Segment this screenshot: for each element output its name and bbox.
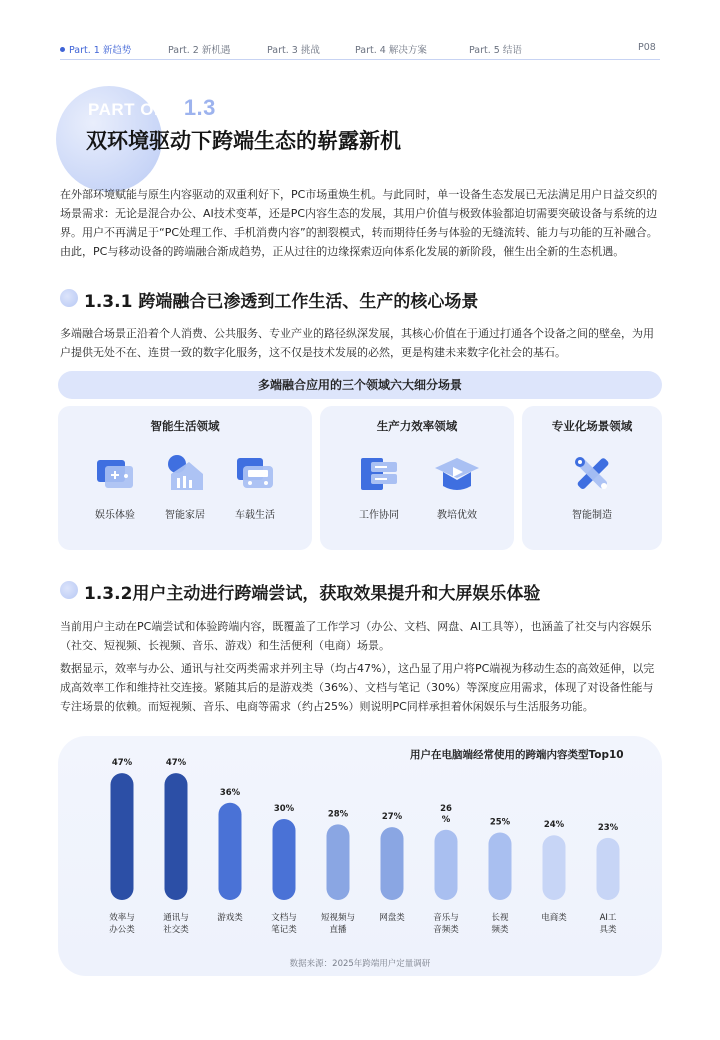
scenario-item (220, 452, 290, 521)
page-title: 双环境驱动下跨端生态的崭露新机 (86, 129, 401, 153)
category-label: AI工 (599, 913, 617, 923)
scenario-label: 娱乐体验 (95, 510, 135, 521)
data-label: 27% (381, 812, 403, 823)
nav-divider (60, 59, 660, 60)
scenario-card-productivity (320, 406, 514, 550)
nav-item-part5[interactable]: Part. 5 结语 (469, 45, 522, 56)
bar (381, 827, 404, 900)
bar (597, 838, 620, 900)
section2-paragraph-1: 当前用户主动在PC端尝试和体验跨端内容，既覆盖了工作学习（办公、文档、网盘、AI工具等），也涵盖了社交与内容娱乐（社交、短视频、长视频、音乐、游戏）和生活便利（电商）场景。 (60, 620, 652, 652)
category-label: 笔记类 (271, 925, 297, 935)
part-prefix: PART ONE (88, 100, 179, 119)
bar-chart (58, 736, 662, 956)
wrench-tools-icon (570, 452, 614, 496)
scenario-item (150, 452, 220, 521)
data-label: 25% (489, 817, 511, 828)
scenario-label: 教培优效 (437, 510, 477, 521)
section2-paragraph-2: 数据显示，效率与办公、通讯与社交两类需求并列主导（均占47%），这凸显了用户将PC端视为移动生态的高效延伸，以完成高效率工作和维持社交连接。紧随其后的是游戏类（36%）、文档与笔记（30%）等深度应用需求，体现了对设备性能与专注场景的依赖。而短视频、音乐、电商等需求（约占25%）则说明PC同样承担着休闲娱乐与生活服务功能。 (60, 662, 655, 713)
server-stack-icon (357, 452, 401, 496)
data-label: 23% (597, 822, 619, 833)
bar (543, 835, 566, 900)
scenario-banner: 多端融合应用的三个领域六大细分场景 (58, 371, 662, 399)
chart-source: 数据来源：2025年跨端用户定量调研 (289, 959, 431, 969)
category-label: 短视频与 (320, 913, 356, 923)
car-icon (233, 452, 277, 496)
part-label (88, 95, 216, 121)
bar (489, 833, 512, 901)
part-number: 1.3 (183, 95, 216, 120)
heading-bullet-icon (60, 581, 78, 599)
bar (219, 803, 242, 900)
scenario-item (422, 452, 492, 521)
scenario-label: 工作协同 (359, 510, 399, 521)
data-label: 28% (327, 809, 349, 820)
nav-item-part3[interactable]: Part. 3 挑战 (267, 45, 320, 56)
graduation-cap-icon (433, 452, 481, 496)
data-label: 47% (111, 758, 133, 769)
category-label: 游戏类 (217, 913, 243, 923)
nav-item-part1[interactable]: Part. 1 新趋势 (60, 42, 131, 56)
bar (273, 819, 296, 900)
data-label: 47% (165, 758, 187, 769)
bar (111, 773, 134, 900)
category-label: 具类 (599, 925, 617, 935)
category-label: 办公类 (109, 925, 135, 935)
page-number: P08 (638, 42, 656, 53)
category-label: 直播 (329, 925, 347, 935)
nav-item-part4[interactable]: Part. 4 解决方案 (355, 45, 427, 56)
data-label: 26 (440, 803, 452, 814)
data-label: % (441, 814, 451, 825)
top-nav (60, 40, 660, 58)
scenario-item (557, 452, 627, 521)
category-label: 长视 (491, 913, 509, 923)
category-label: 通讯与 (163, 913, 189, 923)
chart-title: 用户在电脑端经常使用的跨端内容类型Top10 (410, 749, 624, 761)
scenario-item (80, 452, 150, 521)
heading-bullet-icon (60, 289, 78, 307)
section-heading-text: 1.3.1 跨端融合已渗透到工作生活、生产的核心场景 (84, 292, 479, 312)
scenario-label: 智能家居 (165, 510, 205, 521)
section-heading-text: 1.3.2用户主动进行跨端尝试，获取效果提升和大屏娱乐体验 (84, 584, 541, 604)
category-label: 音频类 (433, 925, 459, 935)
category-label: 网盘类 (379, 913, 405, 923)
intro-paragraph: 在外部环境赋能与原生内容驱动的双重利好下，PC市场重焕生机。与此同时，单一设备生态发展已无法满足用户日益交织的场景需求：无论是混合办公、AI技术变革，还是PC内容生态的发展，其用户价值与极致体验都迫切需要突破设备与系统的边界。用户不再满足于“PC处理工作、手机消费内容”的割裂模式，转而期待任务与体验的无缝流转、能力与功能的互补融合。由此，PC与移动设备的跨端融合渐成趋势，正从过往的边缘探索迈向体系化发展的新阶段，催生出全新的生态机遇。 (60, 188, 658, 258)
bar (165, 773, 188, 900)
scenario-card-life (58, 406, 312, 550)
category-label: 频类 (491, 925, 509, 935)
data-label: 30% (273, 804, 295, 814)
category-label: 社交类 (163, 925, 189, 935)
scenario-label: 智能制造 (572, 510, 612, 521)
smart-home-icon (163, 452, 207, 496)
bar (327, 824, 350, 900)
scenario-label: 车载生活 (235, 510, 275, 521)
scenario-item (344, 452, 414, 521)
active-dot-icon (60, 47, 65, 52)
scenario-card-professional (522, 406, 662, 550)
nav-item-part2[interactable]: Part. 2 新机遇 (168, 45, 231, 56)
section1-paragraph: 多端融合场景正沿着个人消费、公共服务、专业产业的路径纵深发展，其核心价值在于通过打通各个设备之间的壁垒，为用户提供无处不在、连贯一致的数字化服务，这不仅是技术发展的必然，更是构建未来数字化社会的基石。 (60, 327, 654, 359)
bar (435, 830, 458, 900)
category-label: 效率与 (109, 913, 135, 923)
card-title: 专业化场景领域 (551, 419, 633, 433)
data-label: 24% (543, 820, 565, 831)
data-label: 36% (219, 787, 241, 798)
category-label: 电商类 (541, 913, 567, 923)
card-title: 生产力效率领域 (376, 419, 458, 433)
game-console-icon (93, 452, 137, 496)
category-label: 音乐与 (433, 913, 459, 923)
category-label: 文档与 (271, 913, 297, 923)
card-title: 智能生活领域 (150, 419, 220, 433)
